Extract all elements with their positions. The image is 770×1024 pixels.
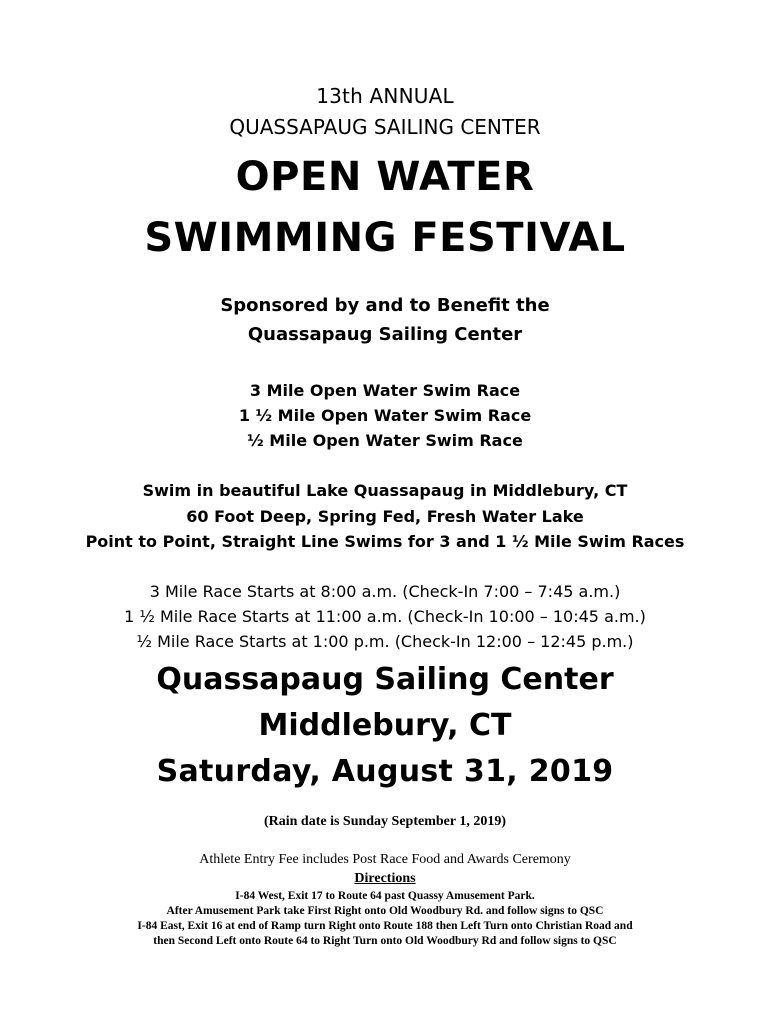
race-item: ½ Mile Open Water Swim Race: [247, 431, 523, 450]
race-item: 1 ½ Mile Open Water Swim Race: [238, 406, 532, 425]
directions-heading: Directions: [354, 871, 416, 886]
event-title-line2: SWIMMING FESTIVAL: [144, 215, 626, 261]
sponsor-line1: Sponsored by and to Benefit the: [220, 295, 550, 316]
event-venue: Quassapaug Sailing Center: [156, 662, 614, 697]
feature-line: Point to Point, Straight Line Swims for 3 and 1 ½ Mile Swim Races: [85, 532, 685, 551]
directions-line: then Second Left onto Route 64 to Right Turn onto Old Woodbury Rd and follow signs to QSC: [153, 935, 617, 947]
race-item: 3 Mile Open Water Swim Race: [249, 381, 521, 400]
directions-line: After Amusement Park take First Right onto Old Woodbury Rd. and follow signs to QSC: [166, 905, 604, 917]
organizer-name: QUASSAPAUG SAILING CENTER: [229, 115, 541, 139]
feature-line: 60 Foot Deep, Spring Fed, Fresh Water Lake: [186, 507, 584, 526]
start-time-line: 3 Mile Race Starts at 8:00 a.m. (Check-In 7:00 – 7:45 a.m.): [149, 582, 621, 601]
directions-line: I-84 West, Exit 17 to Route 64 past Quassy Amusement Park.: [235, 890, 535, 902]
event-title-line1: OPEN WATER: [235, 154, 535, 200]
start-time-line: ½ Mile Race Starts at 1:00 p.m. (Check-In 12:00 – 12:45 p.m.): [136, 632, 634, 651]
event-date: Saturday, August 31, 2019: [156, 754, 614, 789]
feature-line: Swim in beautiful Lake Quassapaug in Middlebury, CT: [142, 481, 628, 500]
rain-date: (Rain date is Sunday September 1, 2019): [263, 814, 507, 829]
sponsor-line2: Quassapaug Sailing Center: [247, 324, 523, 345]
annual-edition: 13th ANNUAL: [316, 84, 454, 108]
directions-line: I-84 East, Exit 16 at end of Ramp turn Right onto Route 188 then Left Turn onto Christian Road and: [137, 920, 633, 932]
entry-fee: Athlete Entry Fee includes Post Race Food and Awards Ceremony: [199, 852, 571, 867]
start-time-line: 1 ½ Mile Race Starts at 11:00 a.m. (Check-In 10:00 – 10:45 a.m.): [124, 607, 646, 626]
event-city: Middlebury, CT: [258, 708, 512, 743]
